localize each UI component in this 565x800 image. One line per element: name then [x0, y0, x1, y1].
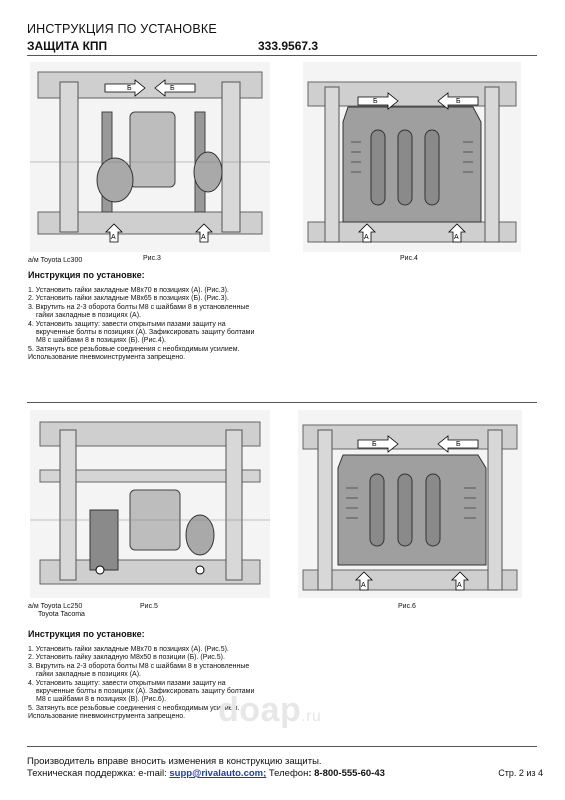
figure-5-model-1: а/м Toyota Lc250: [28, 603, 83, 610]
header-divider: [27, 55, 537, 56]
step: вкрученные болты в позициях (А). Зафиксировать защиту болтами: [36, 329, 255, 337]
step: 3. Вкрутить на 2-3 оборота болты М8 с шайбами 8 в установленные: [28, 303, 250, 311]
figure-3-label: Рис.3: [143, 255, 161, 262]
figure-3-model: а/м Toyota Lc300: [28, 257, 83, 264]
step: М8 с шайбами 8 в позициях (В). (Рис.6).: [36, 696, 167, 704]
footer-divider: [27, 746, 537, 747]
watermark-logo: doap.ru: [218, 691, 322, 729]
step: гайки закладные в позициях (А).: [36, 312, 141, 320]
step: 5. Затянуть все резьбовые соединения с необходимым усилием.: [28, 345, 240, 353]
figure-6-skid-plate: [298, 410, 522, 598]
marker-a-left: А: [361, 582, 366, 589]
footer-notice: Производитель вправе вносить изменения в конструкцию защиты.: [27, 756, 322, 767]
instructions-title-2: Инструкция по установке:: [28, 629, 145, 639]
doc-subtitle: ЗАЩИТА КПП: [27, 39, 108, 53]
step: 1. Установить гайки закладные М8х70 в позициях (А). (Рис.5).: [28, 646, 229, 653]
figure-5-underbody: [30, 410, 270, 598]
figure-5-label: Рис.5: [140, 603, 158, 610]
marker-b-left: Б: [373, 98, 378, 105]
marker-b-left: Б: [372, 441, 377, 448]
marker-a-right: А: [454, 234, 459, 241]
part-code: 333.9567.3: [258, 39, 319, 53]
doc-title: ИНСТРУКЦИЯ ПО УСТАНОВКЕ: [27, 22, 217, 36]
support-label: Техническая поддержка: e-mail:: [27, 768, 170, 779]
figure-5-model-2: Toyota Tacoma: [38, 611, 85, 618]
step: вкрученные болты в позициях (А). Зафиксировать защиту болтами: [36, 688, 255, 696]
marker-a-right: А: [201, 234, 206, 241]
step: 2. Установить гайку закладную М8х50 в позиции (Б). (Рис.5).: [28, 654, 225, 662]
figure-4-skid-plate: [303, 62, 521, 252]
marker-b-right: Б: [456, 98, 461, 105]
support-email-link[interactable]: supp@rivalauto.com;: [169, 768, 267, 779]
marker-b-left: Б: [127, 85, 132, 92]
step: 5. Затянуть все резьбовые соединения с необходимым усилием.: [28, 704, 240, 712]
phone-label: Телефон: [266, 768, 309, 779]
step: 1. Установить гайки закладные М8х70 в позициях (А). (Рис.3).: [28, 287, 229, 294]
step: 2. Установить гайки закладные М8х65 в позициях (Б). (Рис.3).: [28, 295, 229, 303]
step: 4. Установить защиту: завести открытыми пазами защиту на: [28, 679, 226, 687]
section-divider: [27, 402, 537, 403]
step: гайки закладные в позициях (А).: [36, 671, 141, 679]
figure-4-label: Рис.4: [400, 255, 418, 262]
step: Использование пневмоинструмента запрещено.: [28, 354, 186, 362]
marker-b-right: Б: [456, 441, 461, 448]
step: Использование пневмоинструмента запрещено.: [28, 713, 186, 721]
marker-a-right: А: [457, 582, 462, 589]
instructions-list-1: [28, 287, 254, 363]
marker-a-left: А: [111, 234, 116, 241]
instructions-title-1: Инструкция по установке:: [28, 270, 145, 280]
step: 3. Вкрутить на 2-3 оборота болты М8 с шайбами 8 в установленные: [28, 662, 250, 670]
step: 4. Установить защиту: завести открытыми пазами защиту на: [28, 320, 226, 328]
phone-number: : 8-800-555-60-43: [308, 768, 385, 779]
footer-contacts: [27, 768, 385, 779]
figure-6-label: Рис.6: [398, 603, 416, 610]
marker-a-left: А: [364, 234, 369, 241]
figure-3-underbody: [30, 62, 270, 252]
page-number: Стр. 2 из 4: [498, 768, 543, 778]
step: М8 с шайбами 8 в позициях (Б). (Рис.4).: [36, 337, 166, 345]
marker-b-right: Б: [170, 85, 175, 92]
